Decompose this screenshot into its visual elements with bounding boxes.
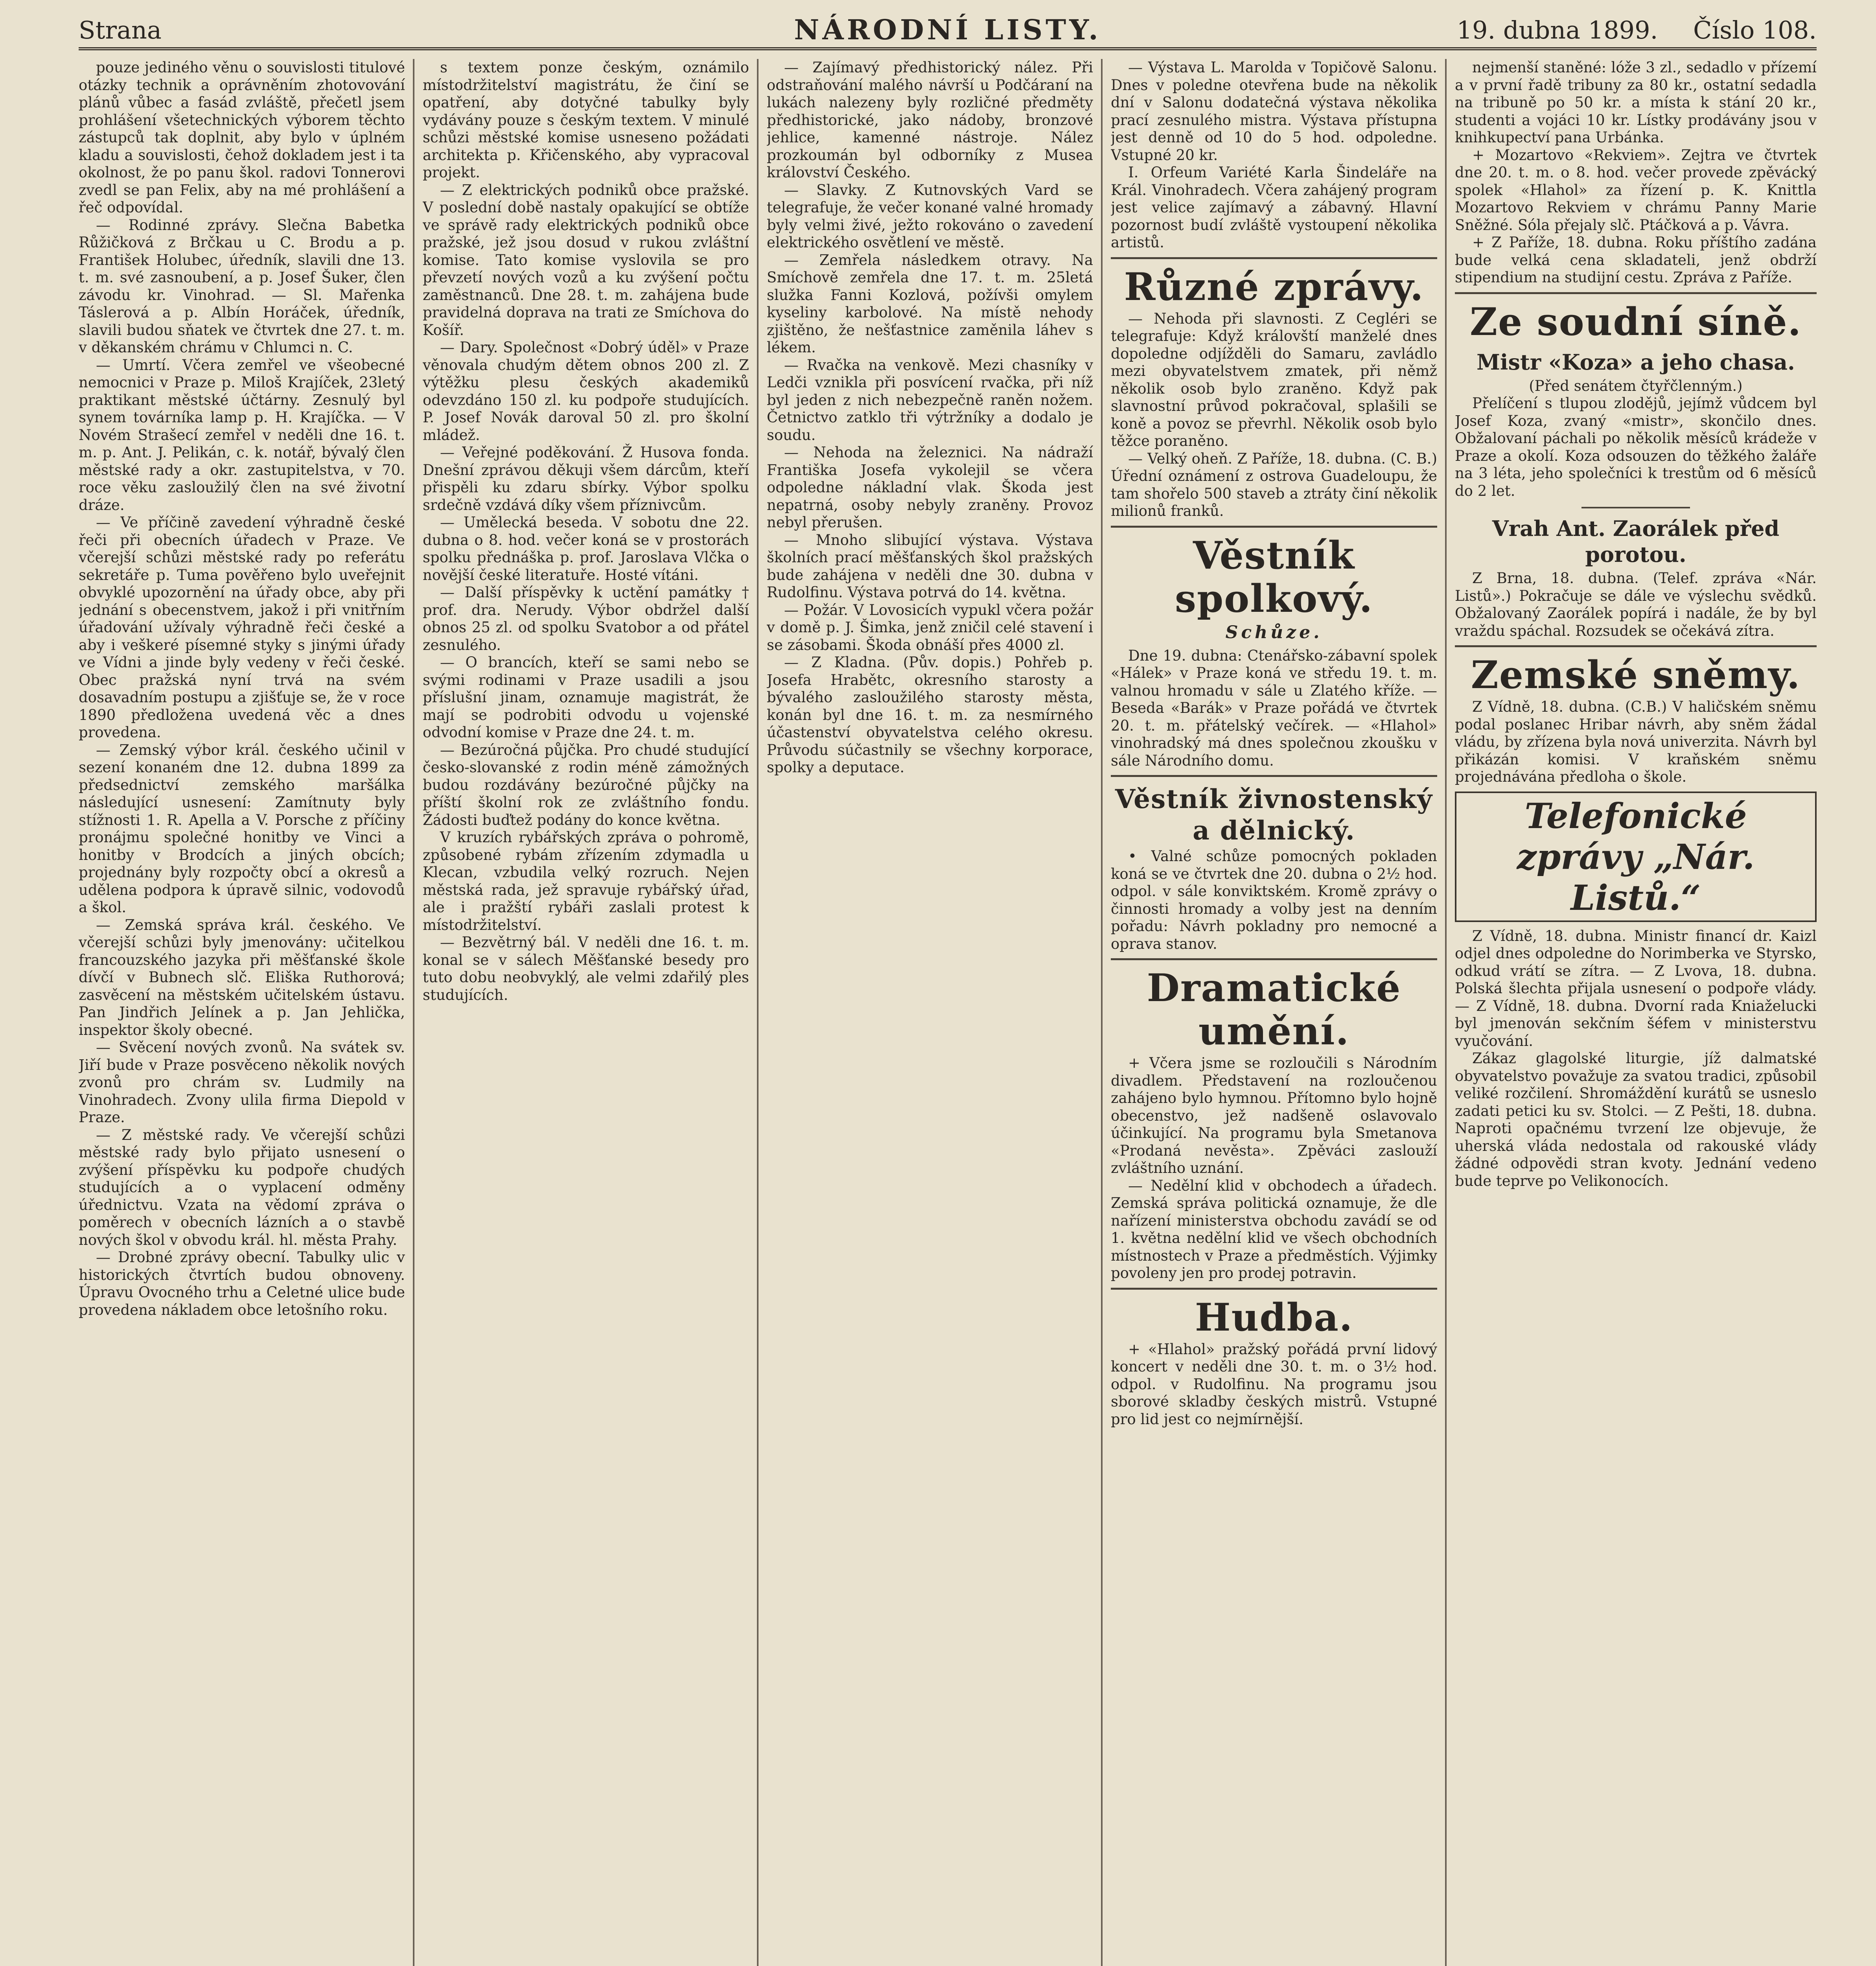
article-paragraph: — Zajímavý předhistorický nález. Při odstraňování malého návrší u Podčáraní na lukách nalezeny byly rozličné předměty předhistorické, jako nádoby, bronzové jehlice, kamenné nástroje. Nález prozkoumán byl odborníky z Musea království Českého. — [767, 59, 1093, 181]
article-paragraph: V kruzích rybářských zpráva o pohromě, způsobené rybám zřízením zdymadla u Klecan, vzbudila velký rozruch. Nejen městská rada, jež spravuje rybářský úřad, ale i pražští rybáři zaslali protest k místodržitelství. — [423, 829, 749, 933]
section-heading-ruzne-zpravy: Různé zprávy. — [1124, 264, 1424, 309]
article-paragraph: — Požár. V Lovosicích vypukl včera požár v domě p. J. Šimka, jenž zničil celé stavení i se zásobami. Škoda obnáší přes 4000 zl. — [767, 601, 1093, 653]
section-heading-hudba: Hudba. — [1195, 1295, 1353, 1340]
article-paragraph: — Drobné zprávy obecní. Tabulky ulic v historických čtvrtích budou obnoveny. Úpravu Ovocného trhu a Celetné ulice bude provedena nákladem obce letošního roku. — [79, 1249, 405, 1318]
article-paragraph: — Slavky. Z Kutnovských Vard se telegrafuje, že večer konané valné hromady byly velmi živé, ježto rokováno o zavedení elektrického osvětlení ve městě. — [767, 181, 1093, 251]
divider — [1111, 1288, 1437, 1290]
section-heading-ze-soudni-sine: Ze soudní síně. — [1469, 299, 1802, 344]
divider — [1455, 292, 1817, 294]
article-paragraph: s textem ponze českým, oznámilo místodržitelství magistrátu, že činí se opatření, aby dotyčné tabulky byly vydávány pouze s českým textem. V minulé schůzi městské komise usneseno požádati architekta p. Křičenského, aby vypracoval projekt. — [423, 59, 749, 181]
article-paragraph: — Veřejné poděkování. Ž Husova fonda. Dnešní zprávou děkuji všem dárcům, kteří přispěli ku zdaru sbírky. Výbor spolku srdečně vzdává díky všem příznivcům. — [423, 444, 749, 514]
article-paragraph: I. Orfeum Variété Karla Šindeláře na Král. Vinohradech. Včera zahájený program jest velice zajímavý a zábavný. Hlavní pozornost budí zvláště vystoupení několika artistů. — [1111, 164, 1437, 251]
article-paragraph: Z Brna, 18. dubna. (Telef. zpráva «Nár. Listů».) Pokračuje se dále ve výslechu svědků. Obžalovaný Zaorálek popírá i nadále, že by byl vraždu spáchal. Rozsudek se očekává zítra. — [1455, 570, 1817, 639]
divider — [1455, 645, 1817, 647]
section-heading-dramaticke-umeni: Dramatické umění. — [1147, 966, 1401, 1053]
article-paragraph: + «Hlahol» pražský pořádá první lidový koncert v neděli dne 30. t. m. o 3½ hod. odpol. v Rudolfinu. Na programu jsou sborové skladby českých mistrů. Vstupné pro lid jest co nejmírnější. — [1111, 1340, 1437, 1428]
article-heading: Vrah Ant. Zaorálek před porotou. — [1492, 516, 1780, 567]
article-paragraph: Zákaz glagolské liturgie, jíž dalmatské obyvatelstvo považuje za svatou tradici, způsobil veliké rozčilení. Shromáždění kurátů se usneslo zadati petici ku sv. Stolci. — Z Pešti, 18. dubna. Naproti opačnému tvrzení lze objevuje, že uherská vláda nedostala od rakouské vlády žádné odpovědi stran kvoty. Jednání vedeno bude teprve po Velikonocích. — [1455, 1050, 1817, 1189]
article-paragraph: — Z elektrických podniků obce pražské. V poslední době nastaly opakující se obtíže ve správě rady elektrických podniků obce pražské, jež jsou dosud v rukou zvláštní komise. Tato komise vyslovila se pro převzetí nových vozů a ku zvýšení počtu zaměstnanců. Dne 28. t. m. zahájena bude pravidelná doprava na trati ze Smíchova do Košíř. — [423, 181, 749, 339]
section-heading-vestnik-zivnostensky: Věstník živnostenský a dělnický. — [1115, 784, 1433, 846]
article-paragraph: • Valné schůze pomocných pokladen koná se ve čtvrtek dne 20. dubna o 2½ hod. odpol. v sále konviktském. Kromě zprávy o činnosti hromady a volby jest na denním pořadu: Návrh pokladny pro nemocné a oprava stanov. — [1111, 848, 1437, 952]
section-heading-telefonicke-zpravy: Telefonické zprávy „Nár. Listů.“ — [1455, 792, 1817, 922]
column-rule — [413, 59, 414, 1966]
column-rule — [1445, 59, 1447, 1966]
article-paragraph: pouze jediného věnu o souvislosti titulové otázky technik a oprávněním zhotovování plánů vůbec a fasád zvláště, přečetl jsem prohlášení všetechnických výborem těchto zástupců tak doplnit, aby bylo v úplném kladu a souvislosti, čehož dokladem jest i ta okolnost, že po panu škol. radovi Tonnerovi zvedl se pan Felix, aby na mé prohlášení a řeč odpovídal. — [79, 59, 405, 216]
article-paragraph: — Mnoho slibující výstava. Výstava školních prací měšťanských škol pražských bude zahájena v neděli dne 30. dubna v Rudolfinu. Výstava potrvá do 14. května. — [767, 531, 1093, 601]
column-5 — [1455, 59, 1817, 1966]
article-paragraph: — O brancích, kteří se sami nebo se svými rodinami v Praze usadili a jsou příslušní jinam, oznamuje magistrát, že mají se podrobiti odvodu u vojenské odvodní komise v Praze dne 24. t. m. — [423, 654, 749, 741]
article-paragraph: — Umrtí. Včera zemřel ve všeobecné nemocnici v Praze p. Miloš Krajíček, 23letý praktikant městské účtárny. Zesnulý byl synem továrníka lamp p. H. Krajíčka. — V Novém Strašecí zemřel v neděli dne 16. t. m. p. Ant. J. Pelikán, c. k. notář, bývalý člen městské rady a okr. zastupitelstva, v 70. roce věku zasloužilý člen na své životní dráze. — [79, 356, 405, 514]
article-paragraph: — Bezvětrný bál. V neděli dne 16. t. m. konal se v sálech Měšťanské besedy pro tuto dobu neobvyklý, ale velmi zdařilý ples studujících. — [423, 934, 749, 1003]
article-subheading: (Před senátem čtyřčlenným.) — [1529, 377, 1743, 394]
column-2 — [423, 59, 749, 1966]
article-paragraph: Dne 19. dubna: Ctenářsko-zábavní spolek «Hálek» v Praze koná ve středu 19. t. m. valnou hromadu v sále u Zlatého kříže. — Beseda «Barák» v Praze pořádá ve čtvrtek 20. t. m. přátelský večírek. — «Hlahol» vinohradský má dnes společnou zkoušku v sále Národního domu. — [1111, 647, 1437, 769]
article-paragraph: — Zemský výbor král. českého učinil v sezení konaném dne 12. dubna 1899 za předsednictví zemského maršálka následující usnesení: Zamítnuty byly stížnosti 1. R. Apella a V. Porsche z příčiny pronájmu společné honitby ve Vinci a honitby v Brodcích a jiných obcích; projednány byly rozpočty obcí a okresů a udělena podpora k úpravě silnic, vodovodů a škol. — [79, 741, 405, 916]
article-paragraph: Přelíčení s tlupou zlodějů, jejímž vůdcem byl Josef Koza, zvaný «mistr», skončilo dnes. Obžalovaní páchali po několik měsíců krádeže v Praze a okolí. Koza odsouzen do těžkého žaláře na 3 léta, jeho společníci k trestům od 6 měsíců do 2 let. — [1455, 395, 1817, 499]
section-heading-zemske-snemy: Zemské sněmy. — [1471, 653, 1801, 697]
article-paragraph: — Zemřela následkem otravy. Na Smíchově zemřela dne 17. t. m. 25letá služka Fanni Kozlová, požívši omylem kyseliny karbolové. Na místě nehody zjištěno, že nešťastnice zaměnila láhev s lékem. — [767, 251, 1093, 356]
date-issue — [1429, 16, 1817, 44]
article-paragraph: Z Vídně, 18. dubna. (C.B.) V haličském sněmu podal poslanec Hribar návrh, aby sněm žádal vládu, by zřízena byla nová univerzita. Návrh byl přikázán komisi. V kraňském sněmu projednávána předloha o škole. — [1455, 698, 1817, 785]
article-paragraph: — Výstava L. Marolda v Topičově Salonu. Dnes v poledne otevřena bude na několik dní v Salonu dodatečná výstava několika prací zesnulého mistra. Výstava přístupna jest denně od 10 do 5 hod. odpoledne. Vstupné 20 kr. — [1111, 59, 1437, 164]
column-3 — [767, 59, 1093, 1966]
article-paragraph: — Umělecká beseda. V sobotu dne 22. dubna o 8. hod. večer koná se v prostorách spolku přednáška p. prof. Jaroslava Vlčka o novější české literatuře. Hosté vítáni. — [423, 514, 749, 584]
section-heading-vestnik-spolkovy: Věstník spolkový. — [1175, 533, 1373, 621]
article-paragraph: + Z Paříže, 18. dubna. Roku příštího zadána bude velká cena skladateli, jenž obdrží stipendium na studijní cestu. Zpráva z Paříže. — [1455, 234, 1817, 286]
issue-number: Číslo 108. — [1693, 16, 1817, 44]
article-paragraph: nejmenší staněné: lóže 3 zl., sedadlo v přízemí a v první řadě tribuny za 80 kr., ostatní sedadla na tribuně po 50 kr. a místa k stání 20 kr., studenti a vojáci 10 kr. Lístky prodávány jsou v knihkupectví pana Urbánka. — [1455, 59, 1817, 146]
article-paragraph: — Nehoda při slavnosti. Z Cegléri se telegrafuje: Když královští manželé dnes dopoledne odjížděli do Samaru, zavládlo mezi obyvatelstvem zmatek, při němž několik osob bylo zraněno. Když pak slavnostní průvod pokračoval, splašili se koně a povoz se převrhl. Několik osob bylo těžce poraněno. — [1111, 310, 1437, 449]
column-1 — [79, 59, 405, 1966]
article-paragraph: — Další příspěvky k uctění památky † prof. dra. Nerudy. Výbor obdržel další obnos 25 zl. od spolku Svatobor a od přátel zesnulého. — [423, 584, 749, 653]
divider — [1111, 526, 1437, 528]
article-paragraph: — Z Kladna. (Pův. dopis.) Pohřeb p. Josefa Hrabětc, okresního starosty a bývalého zasloužilého starosty města, konán byl dne 16. t. m. za nesmírného účastenství obyvatelstva celého okresu. Průvodu súčastnily se všechny korporace, spolky a deputace. — [767, 654, 1093, 776]
page-label: Strana — [79, 16, 162, 44]
article-paragraph: — Zemská správa král. českého. Ve včerejší schůzi byly jmenovány: učitelkou francouzského jazyka při měšťanské škole dívčí v Bubnech slč. Eliška Ruthorová; zasvěcení na městském učitelském ústavu. Pan Jindřich Jelínek a p. Jan Jehlička, inspektor školy obecné. — [79, 916, 405, 1038]
divider — [1581, 507, 1690, 508]
article-paragraph: + Mozartovo «Rekviem». Zejtra ve čtvrtek dne 20. t. m. o 8. hod. večer provede zpěvácký spolek «Hlahol» za řízení p. K. Knittla Mozartovo Rekviem v chrámu Panny Marie Sněžné. Sóla přejaly slč. Ptáčková a p. Vávra. — [1455, 146, 1817, 234]
column-4 — [1111, 59, 1437, 1966]
newspaper-title: NÁRODNÍ LISTY. — [794, 13, 1101, 46]
article-paragraph: Z Vídně, 18. dubna. Ministr financí dr. Kaizl odjel dnes odpoledne do Norimberka ve Styrsko, odkud vrátí se zítra. — Z Lvova, 18. dubna. Polská šlechta přijala usnesení o podpoře vlády. — Z Vídně, 18. dubna. Dvorní rada Kniaželucki byl jmenován sekčním šéfem v ministerstvu vyučování. — [1455, 927, 1817, 1049]
divider — [1111, 958, 1437, 960]
article-paragraph: — Svěcení nových zvonů. Na svátek sv. Jiří bude v Praze posvěceno několik nových zvonů pro chrám sv. Ludmily na Vinohradech. Zvony ulila firma Diepold v Praze. — [79, 1039, 405, 1126]
article-paragraph: — Z městské rady. Ve včerejší schůzi městské rady bylo přijato usnesení o zvýšení příspěvku ku podpoře chudých studujících a o vyplacení odměny úřednictvu. Vzata na vědomí zpráva o poměrech v obecních lázních a o stavbě nových škol v obvodu král. hl. města Prahy. — [79, 1126, 405, 1248]
article-paragraph: — Bezúročná půjčka. Pro chudé studující česko-slovanské z rodin méně zámožných budou rozdávány bezúročné půjčky na příští školní rok ze zvláštního fondu. Žádosti buďtež podány do konce května. — [423, 741, 749, 828]
divider — [1111, 775, 1437, 777]
article-paragraph: + Včera jsme se rozloučili s Národním divadlem. Představení na rozloučenou zahájeno bylo hymnou. Přítomno bylo hojně obecenstvo, jež nadšeně oslavovalo účinkující. Na programu byla Smetanova «Prodaná nevěsta». Zpěváci zaslouží zvláštního uznání. — [1111, 1055, 1437, 1176]
divider — [1111, 257, 1437, 259]
article-paragraph: — Nehoda na železnici. Na nádraží Františka Josefa vykolejil se včera odpoledne nákladní vlak. Škoda jest nepatrná, osoby nebyly zraněny. Provoz nebyl přerušen. — [767, 444, 1093, 531]
article-paragraph: — Nedělní klid v obchodech a úřadech. Zemská správa politická oznamuje, že dle nařízení ministerstva obchodu zavádí se od 1. května nedělní klid ve všech obchodních místnostech v Praze a předměstích. Výjimky povoleny jen pro prodej potravin. — [1111, 1177, 1437, 1281]
article-paragraph: — Rodinné zprávy. Slečna Babetka Růžičková z Brčkau u C. Brodu a p. František Holubec, úředník, slavili dne 13. t. m. své zasnoubení, a p. Josef Šuker, člen závodu kr. Vinohrad. — Sl. Mařenka Táslerová a p. Albín Horáček, úředník, slavili budou sňatek ve čtvrtek dne 27. t. m. v děkanském chrámu v Chlumci n. C. — [79, 216, 405, 356]
masthead — [79, 8, 1817, 50]
article-paragraph: — Dary. Společnost «Dobrý úděl» v Praze věnovala chudým dětem obnos 200 zl. Z výtěžku plesu českých akademiků odevzdáno 150 zl. ku podpoře studujících. P. Josef Novák daroval 50 zl. pro školní mládež. — [423, 339, 749, 444]
article-paragraph: — Rvačka na venkově. Mezi chasníky v Ledči vznikla při posvícení rvačka, při níž byl jeden z nich nebezpečně raněn nožem. Četnictvo zatklo tři výtržníky a dodalo je soudu. — [767, 356, 1093, 444]
article-paragraph: — Velký oheň. Z Paříže, 18. dubna. (C. B.) Úřední oznámení z ostrova Guadeloupu, že tam shořelo 500 staveb a ztráty činí několik milionů franků. — [1111, 450, 1437, 519]
issue-date: 19. dubna 1899. — [1456, 16, 1658, 44]
section-subheading-schuze: Schůze. — [1225, 622, 1323, 642]
column-rule — [757, 59, 759, 1966]
article-heading: Mistr «Koza» a jeho chasa. — [1476, 349, 1795, 375]
column-rule — [1101, 59, 1103, 1966]
article-paragraph: — Ve příčině zavedení výhradně české řeči při obecních úřadech v Praze. Ve včerejší schůzi městské rady po referátu sekretáře p. Tuma pověřeno bylo uveřejnit obvyklé upozornění na úřady obce, aby při jednání s obecenstvem, jakož i při vnitřním úřadování užívaly výhradně řeči české a aby i veškeré písemné styky s jinými úřady ve Vídni a jinde byly vedeny v řeči české. Obec pražská nyní trvá na svém dosavadním postupu a zjišťuje se, že v roce 1890 předložena uvedená věc a dnes provedena. — [79, 514, 405, 741]
